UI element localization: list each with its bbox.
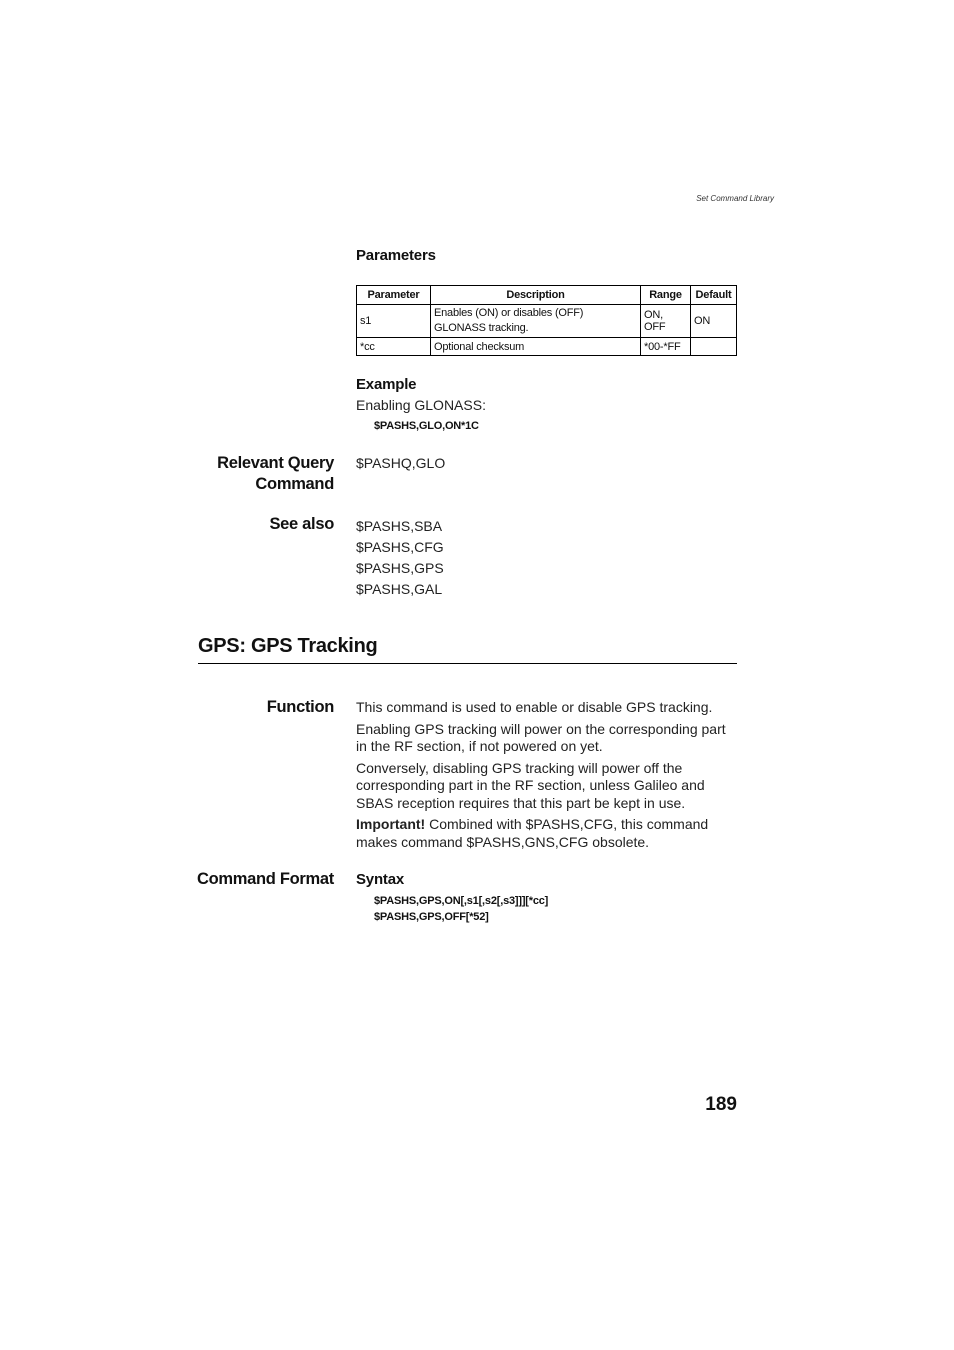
see-also-list	[356, 516, 738, 600]
cell-range: *00-*FF	[641, 338, 691, 356]
relevant-query-heading	[217, 453, 334, 495]
table-row	[357, 338, 737, 356]
cell-parameter: s1	[357, 305, 431, 338]
syntax-code-on: $PASHS,GPS,ON[,s1[,s2[,s3]]][*cc]	[374, 895, 549, 907]
column-header-description: Description	[431, 286, 641, 305]
cell-parameter: *cc	[357, 338, 431, 356]
parameters-table	[356, 285, 737, 356]
section-divider	[198, 663, 737, 664]
running-head: Set Command Library	[696, 194, 774, 203]
function-heading: Function	[266, 698, 334, 716]
syntax-heading: Syntax	[356, 871, 404, 888]
cell-description: Enables (ON) or disables (OFF) GLONASS tracking.	[431, 305, 641, 338]
function-paragraph-2: Enabling GPS tracking will power on the corresponding part in the RF section, if not powered on yet.	[356, 720, 726, 754]
column-header-parameter: Parameter	[357, 286, 431, 305]
function-paragraph-3: Conversely, disabling GPS tracking will power off the corresponding part in the RF section, unless Galileo and SBAS reception requires that this part be kept in use.	[356, 759, 705, 811]
table-row	[357, 305, 737, 338]
cell-default	[691, 338, 737, 356]
function-important-note	[356, 816, 738, 851]
function-body	[356, 699, 738, 855]
example-heading: Example	[356, 376, 417, 393]
important-text: Combined with $PASHS,CFG, this command makes command $PASHS,GNS,CFG obsolete.	[356, 816, 709, 850]
table-header-row	[357, 286, 737, 305]
section-title: GPS: GPS Tracking	[198, 635, 378, 657]
example-text: Enabling GLONASS:	[356, 397, 486, 413]
see-also-item: $PASHS,GAL	[356, 581, 443, 597]
see-also-heading: See also	[269, 515, 334, 533]
column-header-default: Default	[691, 286, 737, 305]
relevant-query-heading-line1: Relevant Query	[217, 454, 334, 472]
see-also-item: $PASHS,GPS	[356, 560, 444, 576]
relevant-query-heading-line2: Command	[255, 475, 334, 493]
cell-range: ON, OFF	[641, 305, 691, 338]
relevant-query-value: $PASHQ,GLO	[356, 455, 446, 471]
cell-default: ON	[691, 305, 737, 338]
example-code: $PASHS,GLO,ON*1C	[374, 420, 479, 432]
parameters-heading: Parameters	[356, 247, 436, 264]
command-format-heading: Command Format	[197, 870, 334, 888]
cell-description: Optional checksum	[431, 338, 641, 356]
see-also-item: $PASHS,SBA	[356, 518, 443, 534]
column-header-range: Range	[641, 286, 691, 305]
important-label: Important!	[356, 816, 426, 832]
function-paragraph-1: This command is used to enable or disable GPS tracking.	[356, 699, 713, 715]
see-also-item: $PASHS,CFG	[356, 539, 444, 555]
page-number: 189	[705, 1094, 737, 1115]
syntax-code-off: $PASHS,GPS,OFF[*52]	[374, 911, 489, 923]
